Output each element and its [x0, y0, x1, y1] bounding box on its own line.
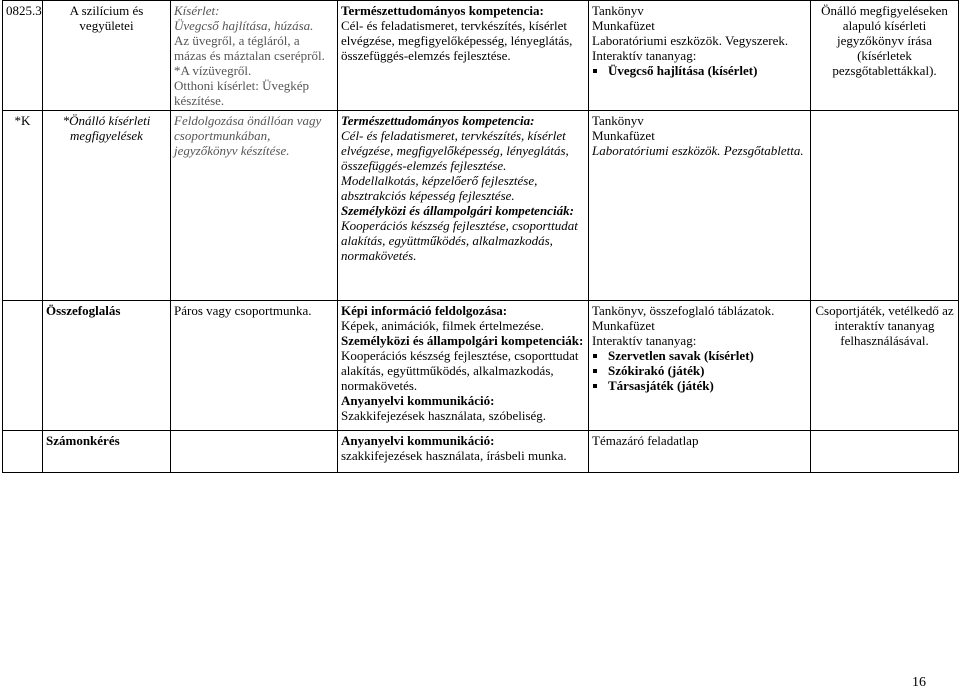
competence-text: Modellalkotás, képzelőerő fejlesztése, absztrakciós képesség fejlesztése. [341, 173, 538, 203]
interactive-material-label: Interaktív tananyag: [592, 333, 697, 348]
competence-text: szakkifejezések használata, írásbeli munka. [341, 448, 567, 463]
lesson-topic: Összefoglalás [43, 301, 171, 431]
tool-item: Tankönyv [592, 3, 644, 18]
tool-item: Munkafüzet [592, 128, 655, 143]
competence-cell [338, 111, 589, 301]
activity-line: Az üvegről, a tégláról, a mázas és máztalan cserépről. [174, 33, 325, 63]
competence-text: Kooperációs készség fejlesztése, csoporttudat alakítás, együttműködés, alkalmazkodás, normakövetés. [341, 348, 579, 393]
competence-title: Képi információ feldolgozása: [341, 303, 508, 318]
lesson-plan-table [2, 0, 959, 473]
page-number: 16 [912, 675, 926, 690]
interactive-list [592, 348, 807, 393]
competence-text: Képek, animációk, filmek értelmezése. [341, 318, 544, 333]
tools-cell [589, 301, 811, 431]
competence-cell [338, 431, 589, 473]
note-cell [811, 431, 959, 473]
tool-item: Tankönyv, összefoglaló táblázatok. [592, 303, 775, 318]
tool-item: Laboratóriumi eszközök. Pezsgőtabletta. [592, 143, 804, 158]
tools-cell [589, 111, 811, 301]
note-cell: Csoportjáték, vetélkedő az interaktív tananyag felhasználásával. [811, 301, 959, 431]
competence-text: Cél- és feladatismeret, tervkészítés, kísérlet elvégzése, megfigyelőképesség, lényeglátás, összefüggés-elemzés fejlesztése. [341, 18, 573, 63]
tool-item: Munkafüzet [592, 318, 655, 333]
lesson-topic: *Önálló kísérleti megfigyelések [43, 111, 171, 301]
interactive-material-label: Interaktív tananyag: [592, 48, 697, 63]
table-row [3, 1, 959, 111]
interactive-item: ▪ Szervetlen savak (kísérlet) [608, 348, 807, 363]
competence-text: Szakkifejezések használata, szóbeliség. [341, 408, 547, 423]
activity-cell [171, 431, 338, 473]
table-row [3, 431, 959, 473]
tool-item: Témazáró feladatlap [592, 433, 699, 448]
lesson-topic: Számonkérés [43, 431, 171, 473]
competence-text: Cél- és feladatismeret, tervkészítés, kísérlet elvégzése, megfigyelőképesség, lényeglátás, összefüggés-elemzés fejlesztése. [341, 128, 569, 173]
interactive-item: ▪ Szókirakó (játék) [608, 363, 807, 378]
activity-line: *A vízüvegről. [174, 63, 252, 78]
interactive-list [592, 63, 807, 78]
tool-item: Munkafüzet [592, 18, 655, 33]
lesson-topic: A szilícium és vegyületei [43, 1, 171, 111]
competence-title: Anyanyelvi kommunikáció: [341, 393, 495, 408]
tool-item: Tankönyv [592, 113, 644, 128]
note-cell: Önálló megfigyeléseken alapuló kísérleti jegyzőkönyv írása (kísérletek pezsgőtablettákkal). [811, 1, 959, 111]
table-row [3, 111, 959, 301]
competence-title: Személyközi és állampolgári kompetenciák: [341, 203, 574, 218]
competence-title: Anyanyelvi kommunikáció: [341, 433, 495, 448]
tools-cell [589, 431, 811, 473]
note-cell [811, 111, 959, 301]
lesson-number [3, 301, 43, 431]
competence-text: Kooperációs készség fejlesztése, csoporttudat alakítás, együttműködés, alkalmazkodás, normakövetés. [341, 218, 578, 263]
competence-title: Természettudományos kompetencia: [341, 3, 544, 18]
activity-cell: Feldolgozása önállóan vagy csoportmunkában, jegyzőkönyv készítése. [171, 111, 338, 301]
competence-title: Természettudományos kompetencia: [341, 113, 535, 128]
activity-cell [171, 1, 338, 111]
competence-cell [338, 301, 589, 431]
lesson-number [3, 431, 43, 473]
competence-title: Személyközi és állampolgári kompetenciák: [341, 333, 584, 348]
tool-item: Laboratóriumi eszközök. Vegyszerek. [592, 33, 789, 48]
table-row [3, 301, 959, 431]
activity-line: Otthoni kísérlet: Üvegkép készítése. [174, 78, 310, 108]
lesson-number: 0825.3 [3, 1, 43, 111]
activity-line: Üvegcső hajlítása, húzása. [174, 18, 314, 33]
tools-cell [589, 1, 811, 111]
lesson-number: *K [3, 111, 43, 301]
interactive-item: ▪ Társasjáték (játék) [608, 378, 807, 393]
interactive-item: ▪ Üvegcső hajlítása (kísérlet) [608, 63, 807, 78]
activity-cell: Páros vagy csoportmunka. [171, 301, 338, 431]
competence-cell [338, 1, 589, 111]
activity-line: Kísérlet: [174, 3, 220, 18]
